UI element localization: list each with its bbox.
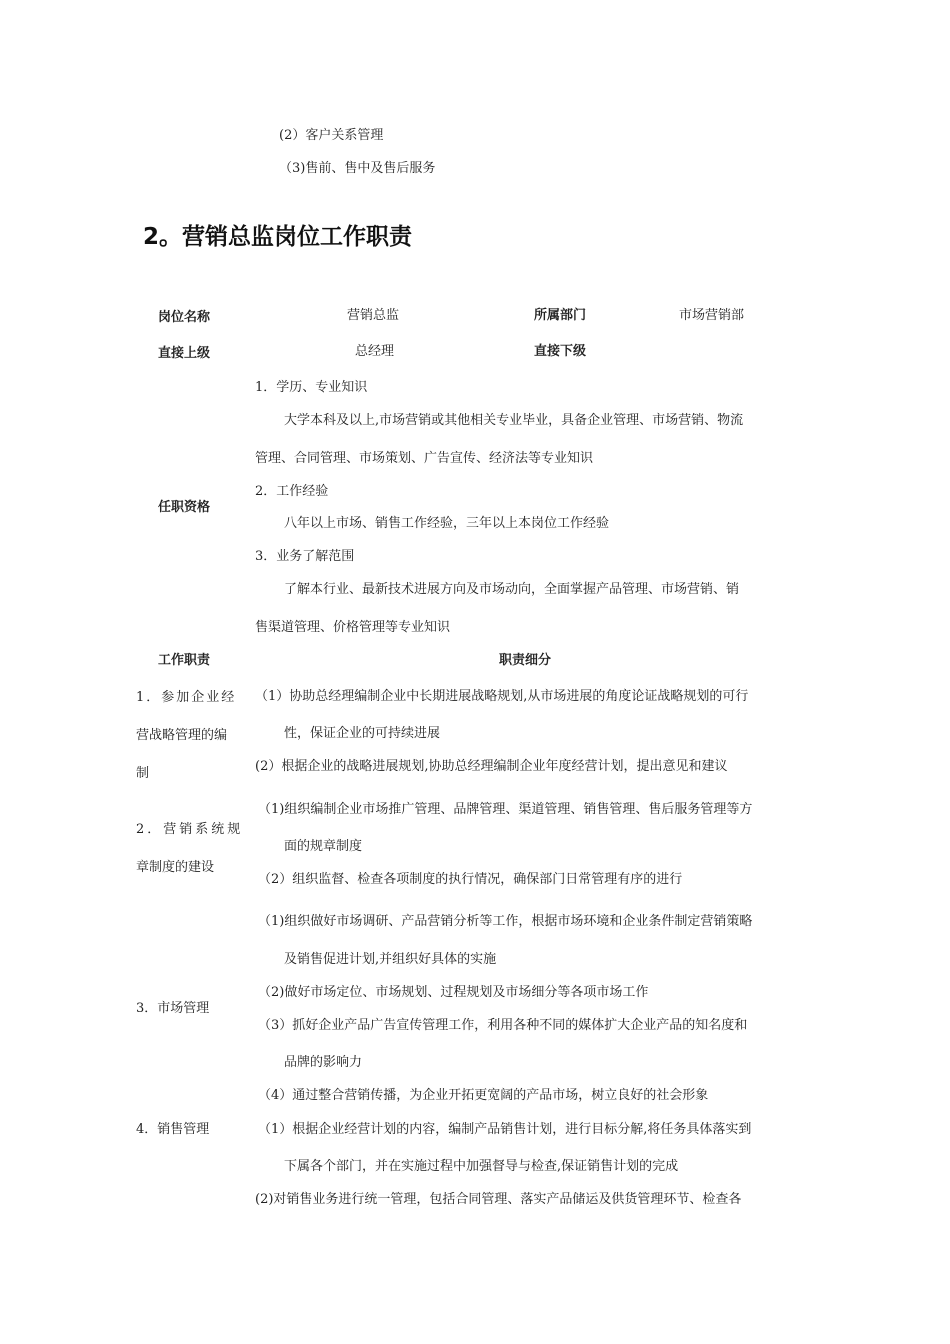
duty2-line: （2）组织监督、检查各项制度的执行情况，确保部门日常管理有序的进行 [258, 872, 683, 887]
duties-header-left: 工作职责 [158, 653, 211, 668]
intro-item-2: (2）客户关系管理 [279, 128, 384, 143]
qualification-line: 售渠道管理、价格管理等专业知识 [255, 620, 451, 635]
duty3-line: 及销售促进计划,并组织好具体的实施 [284, 952, 497, 967]
duty4-line: （1）根据企业经营计划的内容，编制产品销售计划，进行目标分解,将任务具体落实到 [258, 1122, 752, 1137]
superior-label: 直接上级 [158, 346, 211, 361]
duty1-title-line: 营战略管理的编 [136, 728, 228, 743]
department-value: 市场营销部 [679, 308, 745, 323]
qualifications-label: 任职资格 [158, 500, 211, 515]
duty1-line: 性，保证企业的可持续进展 [284, 726, 441, 741]
duty3-line: （3）抓好企业产品广告宣传管理工作，利用各种不同的媒体扩大企业产品的知名度和 [258, 1018, 748, 1033]
duty1-line: (2）根据企业的战略进展规划,协助总经理编制企业年度经营计划，提出意见和建议 [255, 759, 728, 774]
qualification-line: 1．学历、专业知识 [255, 380, 368, 395]
subordinate-label: 直接下级 [534, 344, 587, 359]
duty2-line: （1)组织编制企业市场推广管理、品牌管理、渠道管理、销售管理、售后服务管理等方 [258, 802, 753, 817]
superior-value: 总经理 [355, 344, 395, 359]
duty2-title-line: 2．营销系统规 [136, 822, 244, 837]
position-name-value: 营销总监 [347, 308, 400, 323]
duty3-line: （1)组织做好市场调研、产品营销分析等工作，根据市场环境和企业条件制定营销策略 [258, 914, 753, 929]
qualification-line: 大学本科及以上,市场营销或其他相关专业毕业，具备企业管理、市场营销、物流 [284, 413, 744, 428]
intro-item-3: （3)售前、售中及售后服务 [279, 161, 436, 176]
duty4-line: (2)对销售业务进行统一管理，包括合同管理、落实产品储运及供货管理环节、检查各 [255, 1192, 742, 1207]
duty3-line: （4）通过整合营销传播，为企业开拓更宽阔的产品市场，树立良好的社会形象 [258, 1088, 709, 1103]
duty1-title-line: 1．参加企业经 [136, 690, 237, 705]
qualification-line: 3．业务了解范围 [255, 549, 355, 564]
duty4-title: 4．销售管理 [136, 1122, 210, 1137]
duty3-line: （2)做好市场定位、市场规划、过程规划及市场细分等各项市场工作 [258, 985, 649, 1000]
duty3-title: 3．市场管理 [136, 1001, 210, 1016]
duty4-line: 下属各个部门，并在实施过程中加强督导与检查,保证销售计划的完成 [284, 1159, 679, 1174]
duty2-title-line: 章制度的建设 [136, 860, 215, 875]
qualification-line: 2．工作经验 [255, 484, 329, 499]
position-name-label: 岗位名称 [158, 310, 211, 325]
qualification-line: 八年以上市场、销售工作经验，三年以上本岗位工作经验 [284, 516, 610, 531]
duty3-line: 品牌的影响力 [284, 1055, 363, 1070]
duty2-line: 面的规章制度 [284, 839, 363, 854]
duty1-title-line: 制 [136, 766, 150, 781]
duties-header-right: 职责细分 [499, 653, 552, 668]
section-title: 2。营销总监岗位工作职责 [143, 224, 413, 250]
qualification-line: 了解本行业、最新技术进展方向及市场动向，全面掌握产品管理、市场营销、销 [284, 582, 740, 597]
duty1-line: （1）协助总经理编制企业中长期进展战略规划,从市场进展的角度论证战略规划的可行 [255, 689, 749, 704]
department-label: 所属部门 [534, 308, 587, 323]
qualification-line: 管理、合同管理、市场策划、广告宣传、经济法等专业知识 [255, 451, 594, 466]
